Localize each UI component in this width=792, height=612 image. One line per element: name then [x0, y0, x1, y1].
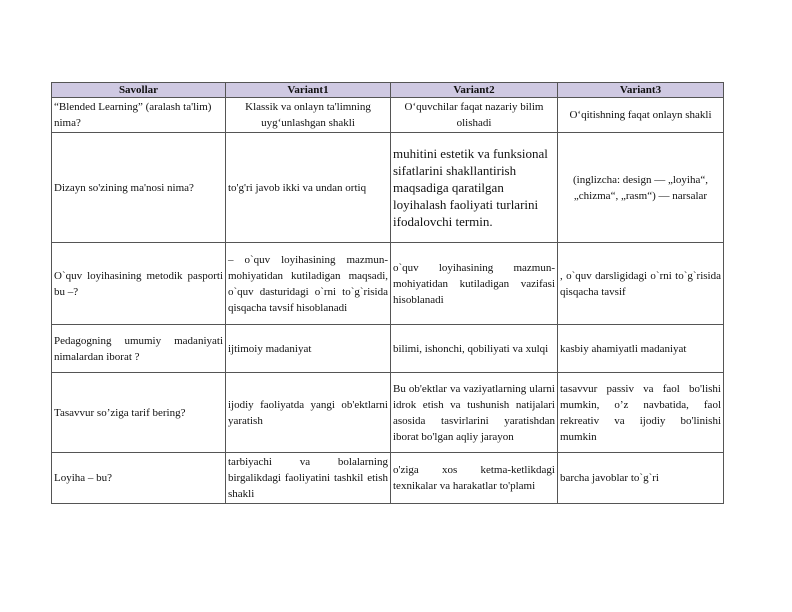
question-cell: Dizayn so'zining ma'nosi nima?: [52, 133, 226, 243]
question-cell: Tasavvur so’ziga tarif bering?: [52, 373, 226, 453]
variant3-cell: barcha javoblar to`g`ri: [558, 453, 724, 504]
variant3-cell: tasavvur passiv va faol bo'lishi mumkin, o’z navbatida, faol rekreativ va ijodiy bo'linishi mumkin: [558, 373, 724, 453]
question-cell: Pedagogning umumiy madaniyati nimalardan iborat ?: [52, 325, 226, 373]
question-cell: Loyiha – bu?: [52, 453, 226, 504]
variant2-cell: o`quv loyihasining mazmun-mohiyatidan kutiladigan vazifasi hisoblanadi: [391, 243, 558, 325]
variant2-cell: O‘quvchilar faqat nazariy bilim olishadi: [391, 98, 558, 133]
table-row: [52, 133, 724, 243]
variant2-cell: muhitini estetik va funksional sifatlarini shakllantirish maqsadiga qaratilgan loyihalash faoliyati turlarini ifodalovchi termin.: [391, 133, 558, 243]
variant1-cell: ijodiy faoliyatda yangi ob'ektlarni yaratish: [226, 373, 391, 453]
table-row: [52, 373, 724, 453]
variant3-cell: , o`quv darsligidagi o`rni to`g`risida qisqacha tavsif: [558, 243, 724, 325]
question-cell: “Blended Learning” (aralash ta'lim) nima?: [52, 98, 226, 133]
table-row: [52, 453, 724, 504]
header-row: [52, 83, 724, 98]
variant2-cell: o'ziga xos ketma-ketlikdagi texnikalar va harakatlar to'plami: [391, 453, 558, 504]
header-variant2: Variant2: [391, 83, 558, 98]
quiz-table: [51, 82, 724, 504]
variant1-cell: – o`quv loyihasining mazmun-mohiyatidan kutiladigan maqsadi, o`quv dasturidagi o`rni to`g`risida qisqacha tavsif hisoblanadi: [226, 243, 391, 325]
header-variant1: Variant1: [226, 83, 391, 98]
variant1-cell: to'g'ri javob ikki va undan ortiq: [226, 133, 391, 243]
table-row: [52, 98, 724, 133]
header-questions: Savollar: [52, 83, 226, 98]
header-variant3: Variant3: [558, 83, 724, 98]
variant1-cell: tarbiyachi va bolalarning birgalikdagi faoliyatini tashkil etish shakli: [226, 453, 391, 504]
variant2-cell: bilimi, ishonchi, qobiliyati va xulqi: [391, 325, 558, 373]
variant3-cell: kasbiy ahamiyatli madaniyat: [558, 325, 724, 373]
question-cell: O`quv loyihasining metodik pasporti bu –?: [52, 243, 226, 325]
variant3-cell: O‘qitishning faqat onlayn shakli: [558, 98, 724, 133]
variant1-cell: Klassik va onlayn ta'limning uyg‘unlashgan shakli: [226, 98, 391, 133]
table-row: [52, 325, 724, 373]
table-row: [52, 243, 724, 325]
variant1-cell: ijtimoiy madaniyat: [226, 325, 391, 373]
variant2-cell: Bu ob'ektlar va vaziyatlarning ularni idrok etish va tushunish natijalari asosida tasvirlarini yaratishdan iborat bo'lgan aqliy jarayon: [391, 373, 558, 453]
variant3-cell: (inglizcha: design — „loyiha“, „chizma“, „rasm“) — narsalar: [558, 133, 724, 243]
